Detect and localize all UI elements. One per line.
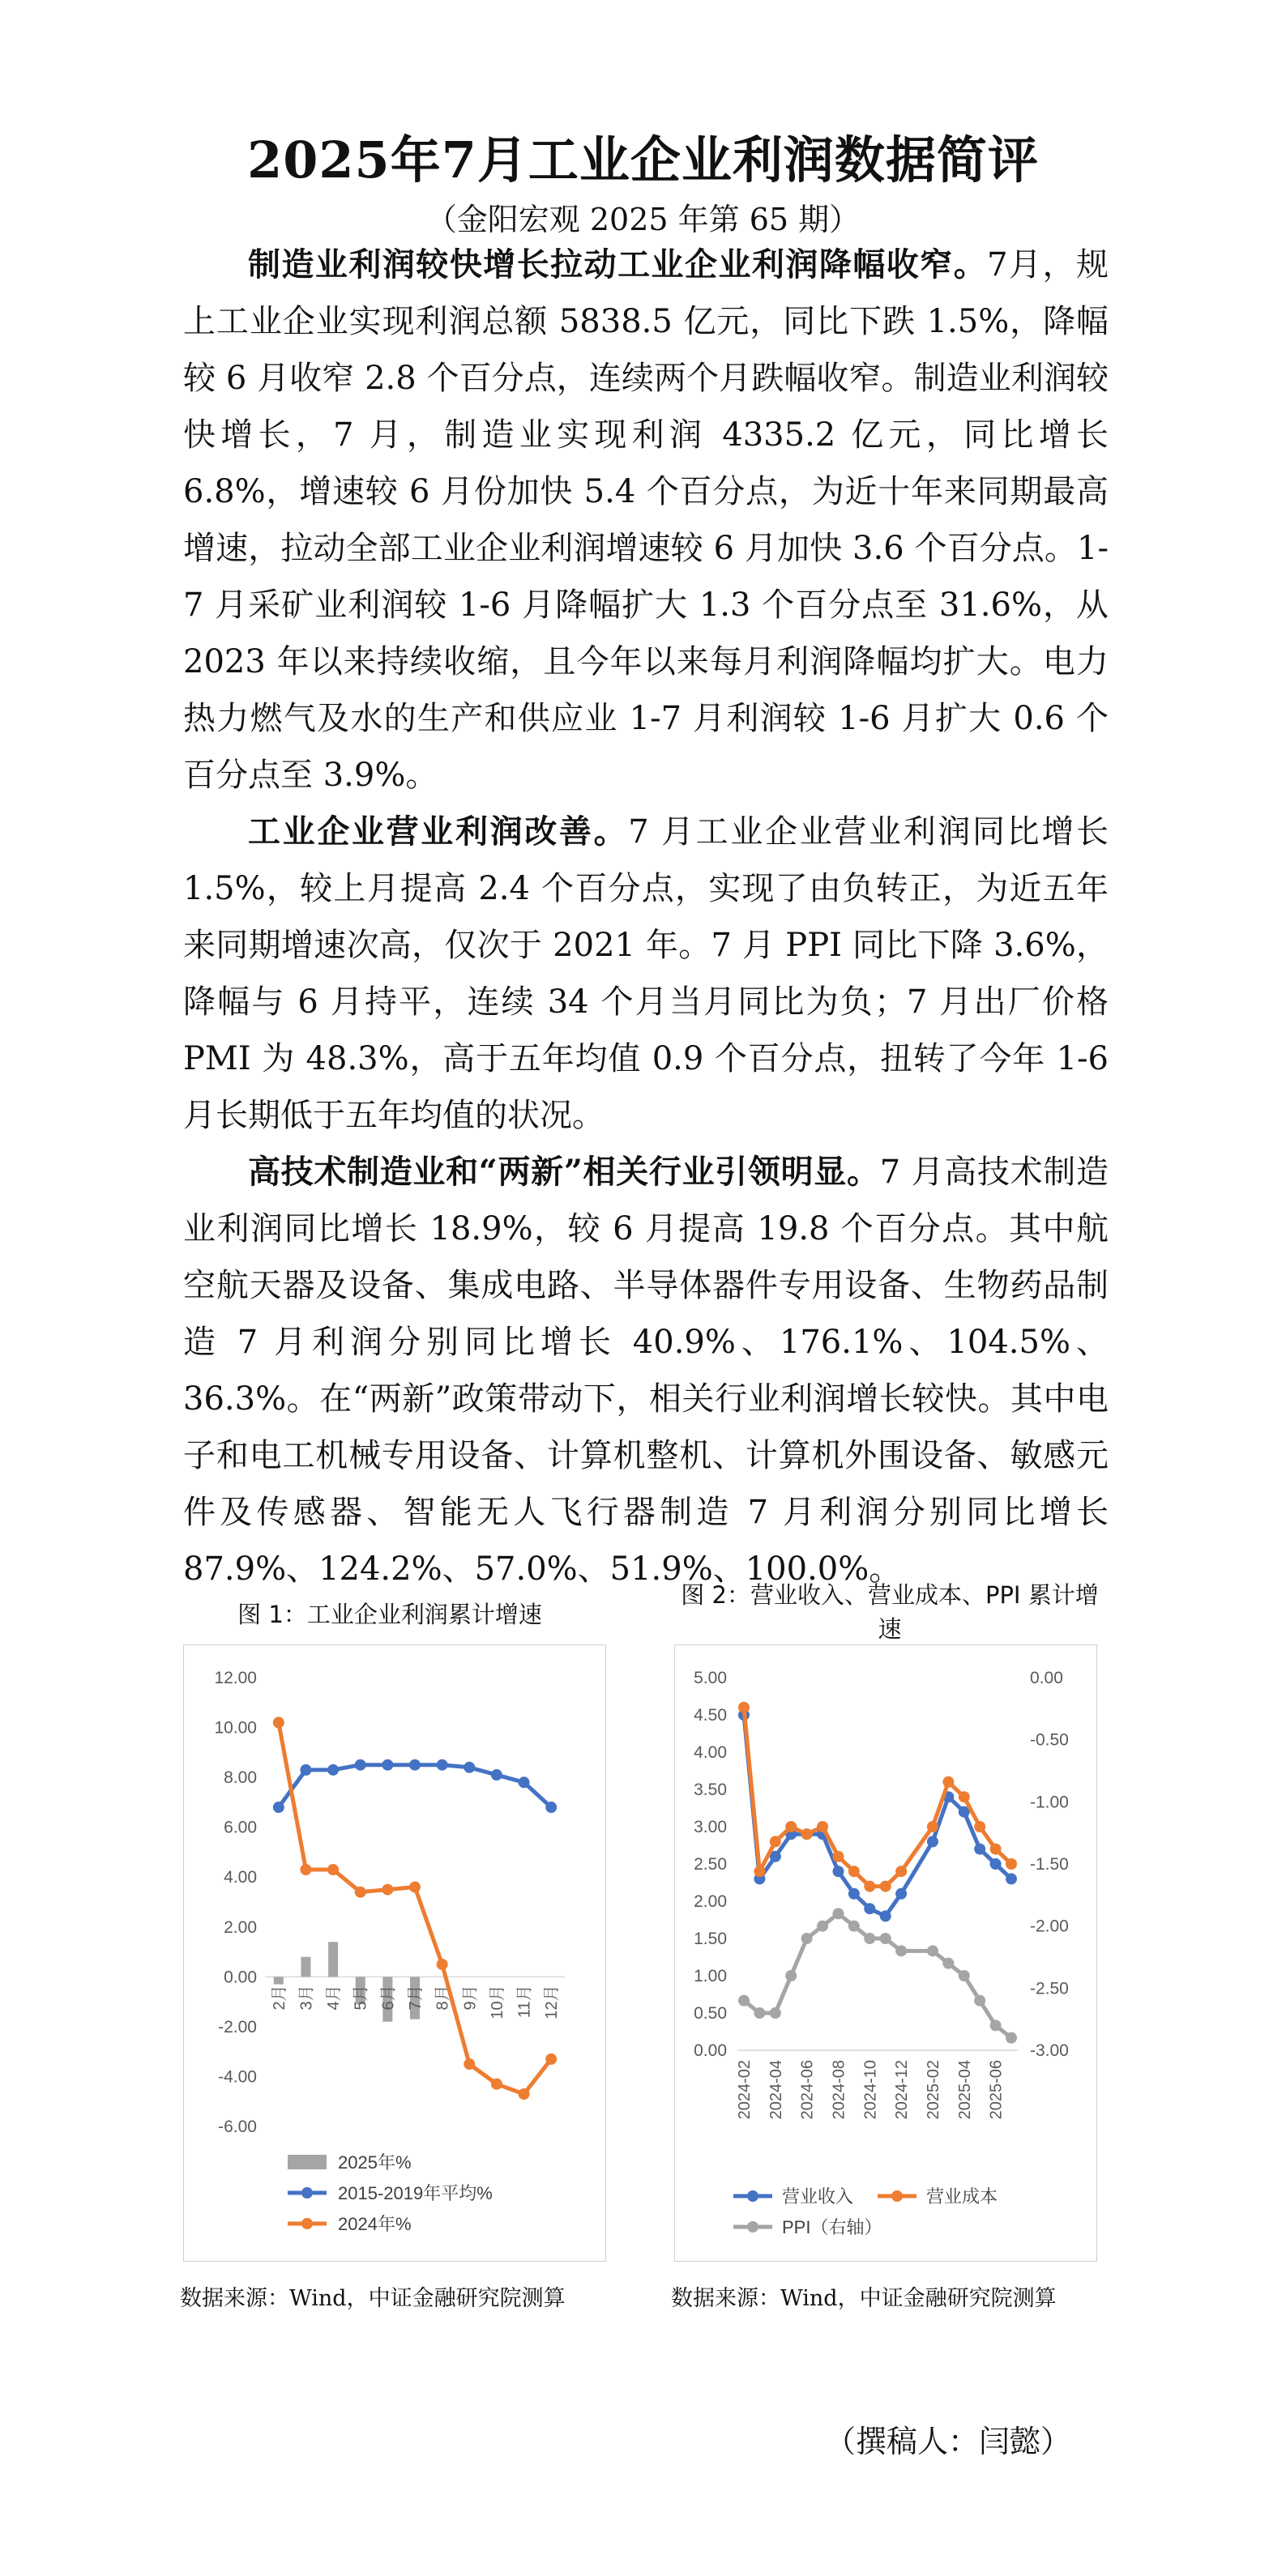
- y-tick-label: 8.00: [224, 1768, 257, 1788]
- y-tick-label: -4.00: [218, 2067, 257, 2087]
- data-point: [300, 1864, 311, 1875]
- y-right-tick-label: -1.00: [1030, 1793, 1069, 1812]
- y-right-tick-label: -2.50: [1030, 1979, 1069, 1998]
- data-point: [1006, 2032, 1017, 2044]
- data-point: [959, 1970, 970, 1981]
- x-tick-label: 2025-04: [955, 2060, 974, 2120]
- data-point: [927, 1836, 938, 1847]
- x-tick-label: 9月: [461, 1985, 480, 2011]
- x-tick-label: 2024-08: [830, 2060, 848, 2120]
- x-tick-label: 3月: [297, 1985, 316, 2011]
- y-tick-label: 6.00: [224, 1818, 257, 1837]
- data-point: [754, 2007, 765, 2019]
- x-tick-label: 5月: [352, 1985, 370, 2011]
- legend-label: 营业收入: [782, 2186, 854, 2207]
- page-title: 2025年7月工业企业利润数据简评: [247, 130, 1039, 190]
- paragraph-1: [183, 237, 1109, 804]
- data-point: [437, 1759, 448, 1771]
- data-point: [382, 1884, 393, 1896]
- data-point: [491, 2079, 502, 2090]
- figure-2-svg: [675, 1645, 1096, 2261]
- data-point: [895, 1866, 907, 1877]
- x-tick-label: 11月: [515, 1985, 534, 2019]
- bar-2025: [328, 1942, 338, 1977]
- y-tick-label: -6.00: [218, 2118, 257, 2136]
- legend-swatch-marker: [891, 2190, 903, 2202]
- data-point: [273, 1717, 284, 1728]
- data-point: [848, 1866, 860, 1877]
- y-left-tick-label: 4.00: [694, 1743, 727, 1762]
- series-line-2: [744, 1708, 1011, 1887]
- data-point: [942, 1776, 954, 1788]
- data-point: [801, 1933, 813, 1944]
- data-point: [848, 1921, 860, 1932]
- data-point: [437, 1959, 448, 1970]
- data-point: [990, 1844, 1002, 1855]
- data-point: [832, 1851, 844, 1862]
- y-left-tick-label: 0.50: [694, 2004, 727, 2023]
- y-left-tick-label: 1.50: [694, 1930, 727, 1948]
- y-tick-label: 12.00: [214, 1669, 257, 1687]
- data-point: [409, 1759, 421, 1771]
- x-tick-label: 2024-02: [736, 2060, 754, 2120]
- data-point: [300, 1764, 311, 1776]
- data-point: [382, 1759, 393, 1771]
- data-point: [464, 2058, 475, 2070]
- x-tick-label: 12月: [543, 1985, 562, 2019]
- data-point: [754, 1866, 765, 1877]
- data-point: [817, 1821, 828, 1832]
- data-point: [545, 2054, 557, 2065]
- paragraph-2-body: 7 月工业企业营业利润同比增长 1.5%，较上月提高 2.4 个百分点，实现了由负转正，为近五年来同期增速次高，仅次于 2021 年。7 月 PPI 同比下降 3.6%，降幅与 6 月持平，连续 34 个月当月同比为负；7 月出厂价格 PMI 为 48.3%，高于五年均值 0.9 个百分点，扭转了今年 1-6 月长期低于五年均值的状况。: [183, 813, 1109, 1134]
- y-left-tick-label: 5.00: [694, 1669, 727, 1687]
- y-left-tick-label: 4.50: [694, 1706, 727, 1725]
- data-point: [974, 1995, 985, 2007]
- data-point: [880, 1933, 891, 1944]
- data-point: [327, 1764, 339, 1776]
- y-left-tick-label: 0.00: [694, 2041, 727, 2060]
- data-point: [880, 1910, 891, 1921]
- data-point: [927, 1821, 938, 1832]
- y-right-tick-label: 0.00: [1030, 1669, 1063, 1687]
- legend-label-2025: 2025年%: [338, 2152, 412, 2173]
- data-point: [895, 1888, 907, 1900]
- y-left-tick-label: 3.00: [694, 1818, 727, 1836]
- figure-1-title: 图 1：工业企业利润累计增速: [237, 1601, 542, 1628]
- paragraph-1-lead: 制造业利润较快增长拉动工业企业利润降幅收窄。: [248, 245, 988, 284]
- legend-label: 2015-2019年平均%: [338, 2183, 493, 2203]
- bar-2025: [301, 1957, 310, 1977]
- data-point: [327, 1864, 339, 1875]
- data-point: [355, 1887, 366, 1898]
- data-point: [785, 1970, 797, 1981]
- y-tick-label: 0.00: [224, 1968, 257, 1987]
- x-tick-label: 2025-02: [924, 2060, 942, 2120]
- y-right-tick-label: -3.00: [1030, 2041, 1069, 2060]
- data-point: [738, 1702, 750, 1713]
- data-point: [990, 2019, 1002, 2031]
- data-point: [864, 1903, 875, 1914]
- y-tick-label: 10.00: [214, 1718, 257, 1738]
- data-point: [990, 1858, 1002, 1870]
- legend-label: 营业成本: [926, 2186, 998, 2207]
- y-left-tick-label: 3.50: [694, 1781, 727, 1799]
- data-point: [974, 1844, 985, 1855]
- data-point: [959, 1791, 970, 1802]
- article-body: [183, 237, 1109, 1597]
- data-point: [519, 1776, 530, 1788]
- x-tick-label: 8月: [434, 1985, 452, 2011]
- data-point: [545, 1802, 557, 1813]
- y-right-tick-label: -2.00: [1030, 1917, 1069, 1936]
- data-point: [738, 1995, 750, 2007]
- legend-label: PPI（右轴）: [782, 2217, 882, 2237]
- x-tick-label: 2月: [270, 1985, 288, 2011]
- data-point: [864, 1881, 875, 1892]
- paragraph-1-body: 7月，规上工业企业实现利润总额 5838.5 亿元，同比下跌 1.5%，降幅较 6 月收窄 2.8 个百分点，连续两个月跌幅收窄。制造业利润较快增长，7 月，制造业实现利润 4335.2 亿元，同比增长 6.8%，增速较 6 月份加快 5.4 个百分点，为近十年来同期最高增速，拉动全部工业企业利润增速较 6 月加快 3.6 个百分点。1-7 月采矿业利润较 1-6 月降幅扩大 1.3 个百分点至 31.6%，从 2023 年以来持续收缩，且今年以来每月利润降幅均扩大。电力热力燃气及水的生产和供应业 1-7 月利润较 1-6 月扩大 0.6 个百分点至 3.9%。: [183, 246, 1109, 794]
- y-tick-label: 4.00: [224, 1868, 257, 1887]
- data-point: [770, 1836, 781, 1847]
- data-point: [832, 1866, 844, 1877]
- x-tick-label: 7月: [407, 1985, 425, 2011]
- data-point: [942, 1958, 954, 1969]
- x-tick-label: 2024-10: [861, 2060, 880, 2120]
- data-point: [770, 2007, 781, 2019]
- legend-swatch-marker: [301, 2187, 313, 2199]
- data-point: [519, 2088, 530, 2100]
- y-right-tick-label: -0.50: [1030, 1730, 1069, 1750]
- figure-1-chart: [183, 1644, 606, 2262]
- data-point: [355, 1759, 366, 1771]
- data-point: [974, 1821, 985, 1832]
- figure-2-chart: [674, 1644, 1097, 2262]
- figure-1-svg: [184, 1645, 605, 2261]
- data-point: [464, 1762, 475, 1773]
- paragraph-3-lead: 高技术制造业和“两新”相关行业引领明显。: [248, 1153, 880, 1191]
- bar-2025: [274, 1977, 284, 1984]
- data-point: [880, 1881, 891, 1892]
- legend-label: 2024年%: [338, 2214, 412, 2234]
- legend-swatch-marker: [301, 2218, 313, 2229]
- data-point: [785, 1821, 797, 1832]
- x-tick-label: 2024-06: [798, 2060, 817, 2120]
- data-point: [801, 1828, 813, 1840]
- x-tick-label: 2025-06: [987, 2060, 1006, 2120]
- figure-1-source: 数据来源：Wind，中证金融研究院测算: [180, 2286, 566, 2311]
- legend-swatch-marker: [747, 2221, 758, 2233]
- data-point: [927, 1945, 938, 1956]
- paragraph-2-lead: 工业企业营业利润改善。: [248, 812, 629, 851]
- series-line-3: [744, 1913, 1011, 2037]
- paragraph-3-body: 7 月高技术制造业利润同比增长 18.9%，较 6 月提高 19.8 个百分点。其中航空航天器及设备、集成电路、半导体器件专用设备、生物药品制造 7 月利润分别同比增长 40.9%、176.1%、104.5%、36.3%。在“两新”政策带动下，相关行业利润增长较快。其中电子和电工机械专用设备、计算机整机、计算机外围设备、敏感元件及传感器、智能无人飞行器制造 7 月利润分别同比增长 87.9%、124.2%、57.0%、51.9%、100.0%。: [183, 1154, 1109, 1588]
- legend-swatch-marker: [747, 2190, 758, 2202]
- data-point: [895, 1945, 907, 1956]
- series-line-1: [279, 1765, 551, 1807]
- y-left-tick-label: 2.50: [694, 1855, 727, 1874]
- data-point: [409, 1882, 421, 1893]
- y-left-tick-label: 2.00: [694, 1892, 727, 1911]
- paragraph-2: [183, 804, 1109, 1144]
- page-subtitle: （金阳宏观 2025 年第 65 期）: [425, 202, 861, 237]
- data-point: [864, 1933, 875, 1944]
- y-right-tick-label: -1.50: [1030, 1855, 1069, 1874]
- figure-2-source: 数据来源：Wind，中证金融研究院测算: [671, 2286, 1057, 2311]
- data-point: [817, 1921, 828, 1932]
- data-point: [491, 1769, 502, 1781]
- author-credit: （撰稿人：闫懿）: [824, 2424, 1071, 2459]
- y-left-tick-label: 1.00: [694, 1967, 727, 1985]
- paragraph-3: [183, 1144, 1109, 1597]
- data-point: [832, 1908, 844, 1919]
- x-tick-label: 6月: [379, 1985, 398, 2011]
- y-tick-label: -2.00: [218, 2017, 257, 2036]
- figure-2-title: 图 2：营业收入、营业成本、PPI 累计增速: [681, 1581, 1099, 1643]
- data-point: [848, 1888, 860, 1900]
- legend-swatch-2025: [288, 2155, 327, 2169]
- x-tick-label: 2024-12: [893, 2060, 912, 2120]
- x-tick-label: 2024-04: [767, 2060, 785, 2120]
- x-tick-label: 10月: [488, 1985, 506, 2019]
- data-point: [1006, 1873, 1017, 1884]
- data-point: [273, 1802, 284, 1813]
- x-tick-label: 4月: [325, 1985, 344, 2011]
- data-point: [1006, 1858, 1017, 1870]
- y-tick-label: 2.00: [224, 1917, 257, 1937]
